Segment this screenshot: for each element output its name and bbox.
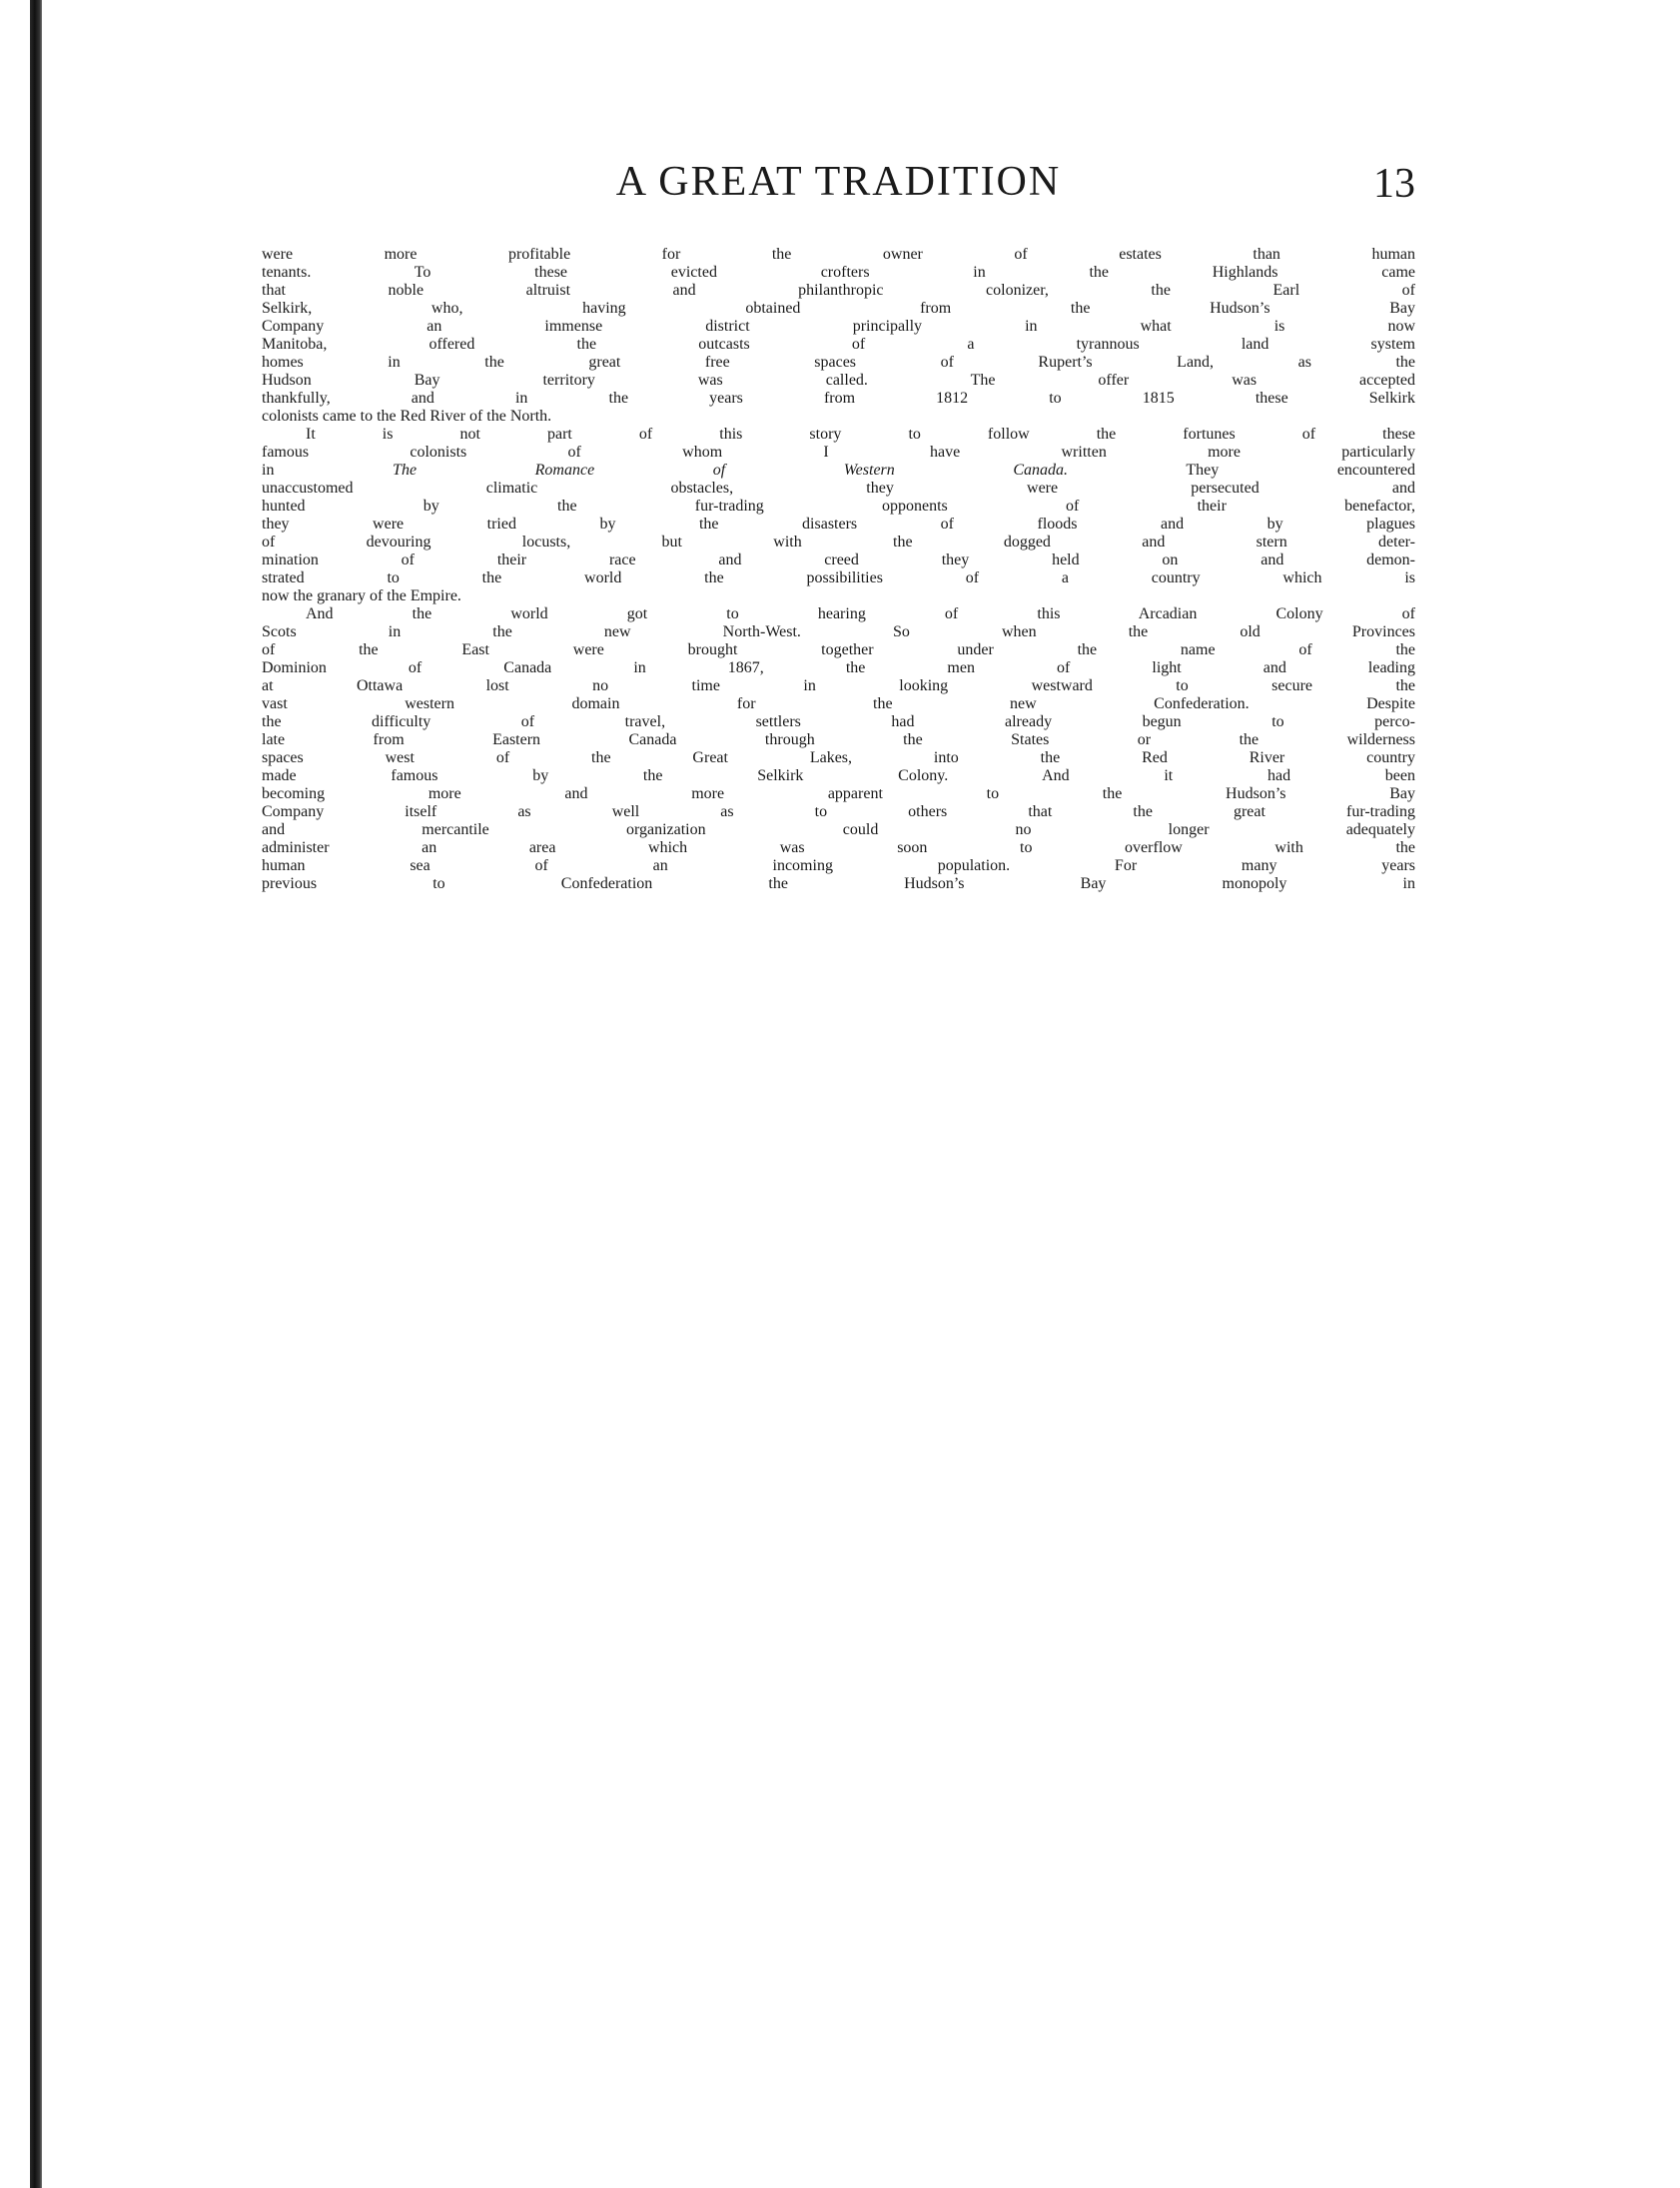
text-line: colonists came to the Red River of the North.: [262, 408, 552, 425]
text-line: Scots in the new North-West. So when the old Provinces: [262, 623, 1415, 640]
text-line: Selkirk, who, having obtained from the Hudson’s Bay: [262, 300, 1415, 317]
text-line: famous colonists of whom I have written more particularly: [262, 444, 1415, 461]
text-line: made famous by the Selkirk Colony. And it had been: [262, 767, 1415, 784]
text-line-with-book-title: [262, 462, 1415, 480]
text-line: the difficulty of travel, settlers had already begun to perco-: [262, 713, 1415, 730]
text-line: administer an area which was soon to overflow with the: [262, 839, 1415, 856]
text-line: unaccustomed climatic obstacles, they were persecuted and: [262, 480, 1415, 497]
text-line: thankfully, and in the years from 1812 to 1815 these Selkirk: [262, 390, 1415, 407]
text-line: And the world got to hearing of this Arcadian Colony of: [306, 605, 1415, 622]
text-line: and mercantile organization could no longer adequately: [262, 821, 1415, 838]
text-fragment: in: [262, 462, 275, 479]
text-line: Hudson Bay territory was called. The offer was accepted: [262, 372, 1415, 389]
page-binding-edge: [30, 0, 42, 2188]
running-head: A GREAT TRADITION: [615, 159, 1062, 205]
paragraph-1: [262, 246, 1415, 426]
text-line: that noble altruist and philanthropic colonizer, the Earl of: [262, 282, 1415, 299]
text-line: were more profitable for the owner of estates than human: [262, 246, 1415, 263]
text-line: Dominion of Canada in 1867, the men of light and leading: [262, 659, 1415, 676]
text-line: Company an immense district principally in what is now: [262, 318, 1415, 335]
text-line: It is not part of this story to follow the fortunes of these: [306, 426, 1415, 443]
text-line: tenants. To these evicted crofters in the Highlands came: [262, 264, 1415, 281]
text-line: of the East were brought together under the name of the: [262, 641, 1415, 658]
text-line: spaces west of the Great Lakes, into the Red River country: [262, 749, 1415, 766]
text-line: at Ottawa lost no time in looking westward to secure the: [262, 677, 1415, 694]
paragraph-2: [262, 426, 1415, 605]
text-line: of devouring locusts, but with the dogged and stern deter-: [262, 534, 1415, 550]
text-line: they were tried by the disasters of floods and by plagues: [262, 516, 1415, 533]
text-line: mination of their race and creed they held on and demon-: [262, 551, 1415, 568]
text-line: previous to Confederation the Hudson’s Bay monopoly in: [262, 875, 1415, 892]
text-line: Manitoba, offered the outcasts of a tyrannous land system: [262, 336, 1415, 353]
text-line: now the granary of the Empire.: [262, 587, 461, 604]
body-text: [262, 246, 1415, 893]
text-fragment: They encountered: [1186, 462, 1415, 479]
text-line: Company itself as well as to others that the great fur-trading: [262, 803, 1415, 820]
text-line: late from Eastern Canada through the States or the wilderness: [262, 731, 1415, 748]
text-line: vast western domain for the new Confederation. Despite: [262, 695, 1415, 712]
text-line: becoming more and more apparent to the Hudson’s Bay: [262, 785, 1415, 802]
text-line: homes in the great free spaces of Rupert’s Land, as the: [262, 354, 1415, 371]
paragraph-3: [262, 605, 1415, 893]
page-header: [262, 158, 1415, 218]
text-line: human sea of an incoming population. For many years: [262, 857, 1415, 874]
book-title: The Romance of Western Canada.: [393, 462, 1069, 479]
text-line: hunted by the fur-trading opponents of their benefactor,: [262, 498, 1415, 515]
page-number: 13: [1373, 161, 1415, 207]
text-line: strated to the world the possibilities of a country which is: [262, 569, 1415, 586]
